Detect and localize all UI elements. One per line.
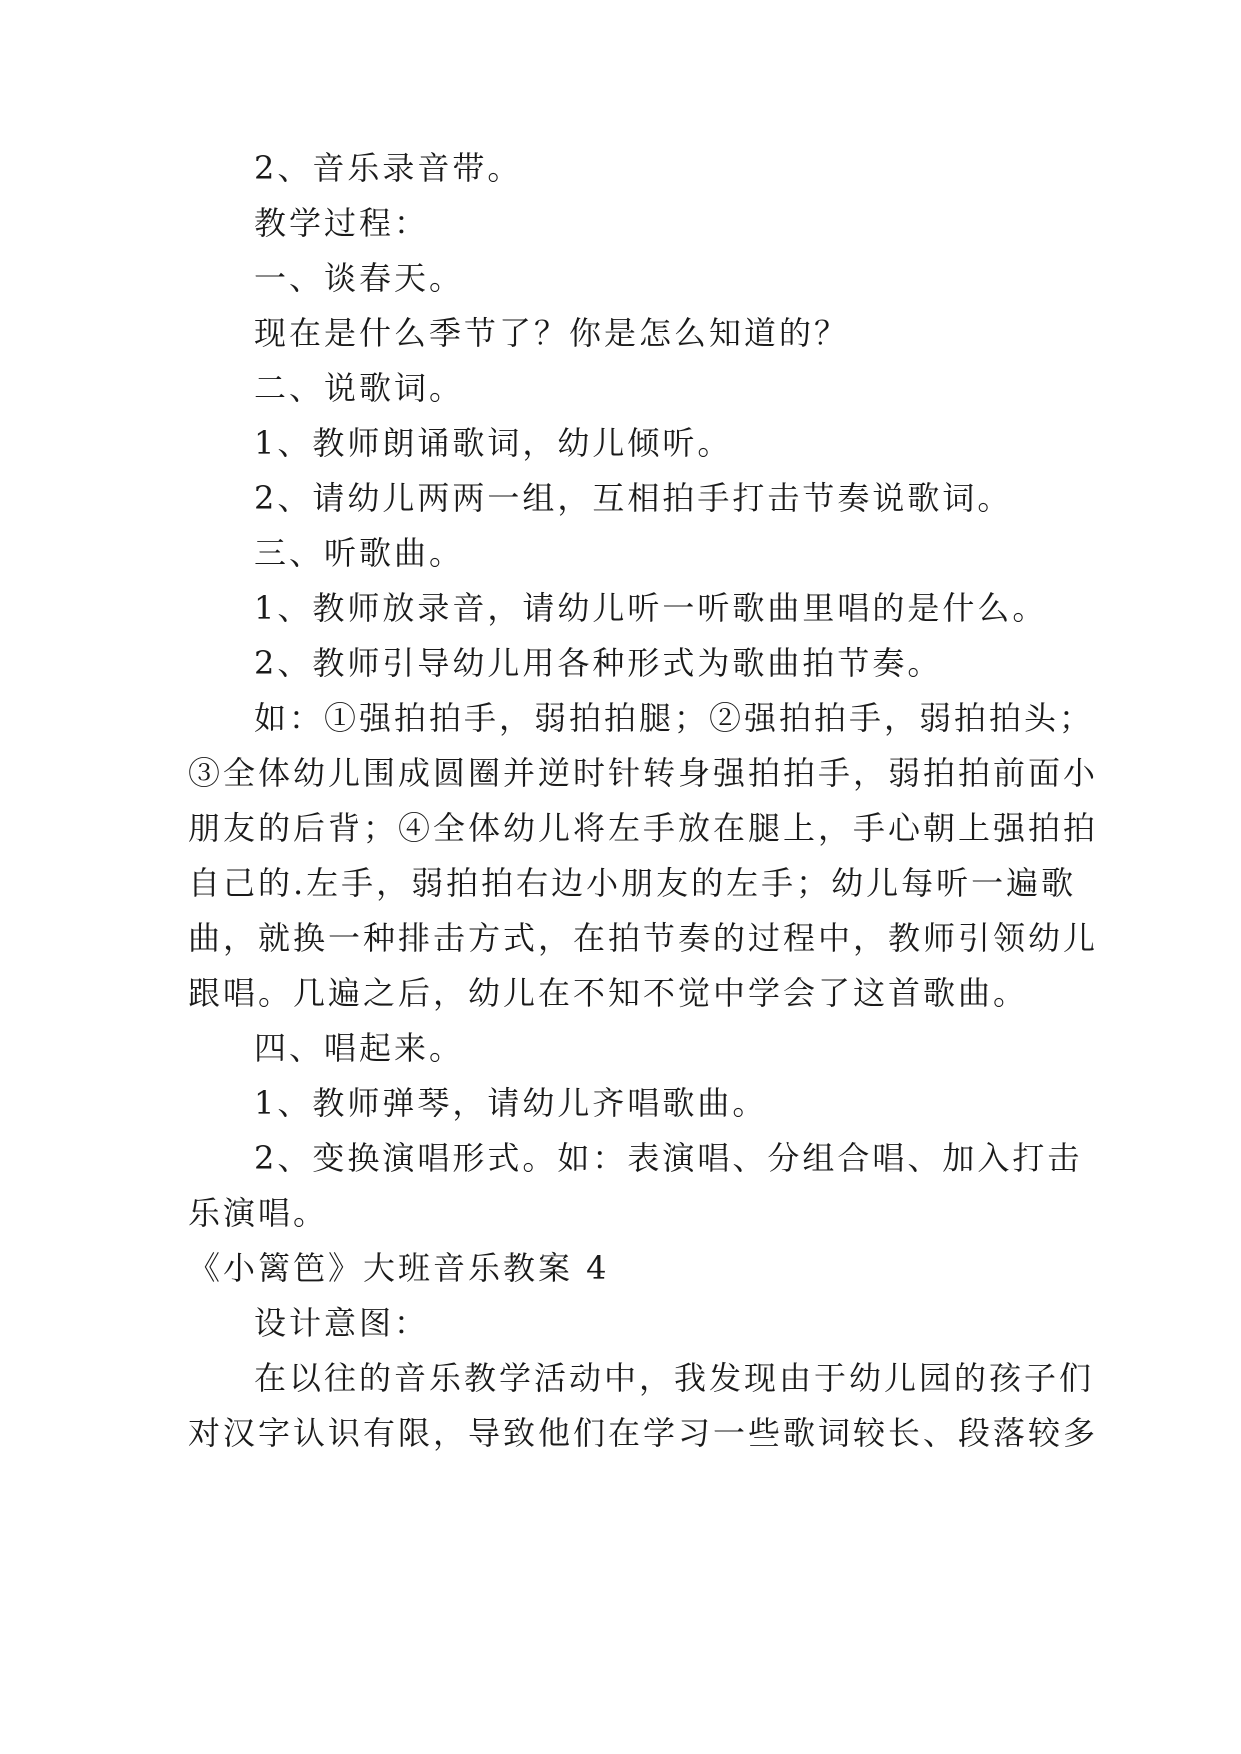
text-line: 如：①强拍拍手，弱拍拍腿；②强拍拍手，弱拍拍头； [254,699,1095,737]
text-line: 在以往的音乐教学活动中，我发现由于幼儿园的孩子们 [254,1359,1095,1397]
text-line: 2、教师引导幼儿用各种形式为歌曲拍节奏。 [254,644,943,682]
text-line: 现在是什么季节了？你是怎么知道的？ [254,314,850,352]
text-line: 自己的.左手，弱拍拍右边小朋友的左手；幼儿每听一遍歌 [188,864,1077,902]
text-line: 2、请幼儿两两一组，互相拍手打击节奏说歌词。 [254,479,1013,517]
text-line: 1、教师放录音，请幼儿听一听歌曲里唱的是什么。 [254,589,1048,627]
text-line: 2、音乐录音带。 [254,149,523,187]
section-heading: 四、唱起来。 [254,1029,465,1067]
text-line: 朋友的后背；④全体幼儿将左手放在腿上，手心朝上强拍拍 [188,809,1099,847]
text-line: ③全体幼儿围成圆圈并逆时针转身强拍拍手，弱拍拍前面小 [188,754,1099,792]
section-heading: 一、谈春天。 [254,259,465,297]
text-line: 1、教师朗诵歌词，幼儿倾听。 [254,424,733,462]
text-line: 曲，就换一种排击方式，在拍节奏的过程中，教师引领幼儿 [188,919,1099,957]
text-line: 对汉字认识有限，导致他们在学习一些歌词较长、段落较多 [188,1414,1099,1452]
section-heading: 教学过程： [254,204,430,242]
text-line: 2、变换演唱形式。如：表演唱、分组合唱、加入打击 [254,1139,1083,1177]
text-line: 跟唱。几遍之后，幼儿在不知不觉中学会了这首歌曲。 [188,974,1029,1012]
document-title: 《小篱笆》大班音乐教案 4 [188,1249,610,1287]
section-heading: 二、说歌词。 [254,369,465,407]
text-line: 1、教师弹琴，请幼儿齐唱歌曲。 [254,1084,768,1122]
text-line: 乐演唱。 [188,1194,329,1232]
section-heading: 三、听歌曲。 [254,534,465,572]
section-heading: 设计意图： [254,1304,430,1342]
